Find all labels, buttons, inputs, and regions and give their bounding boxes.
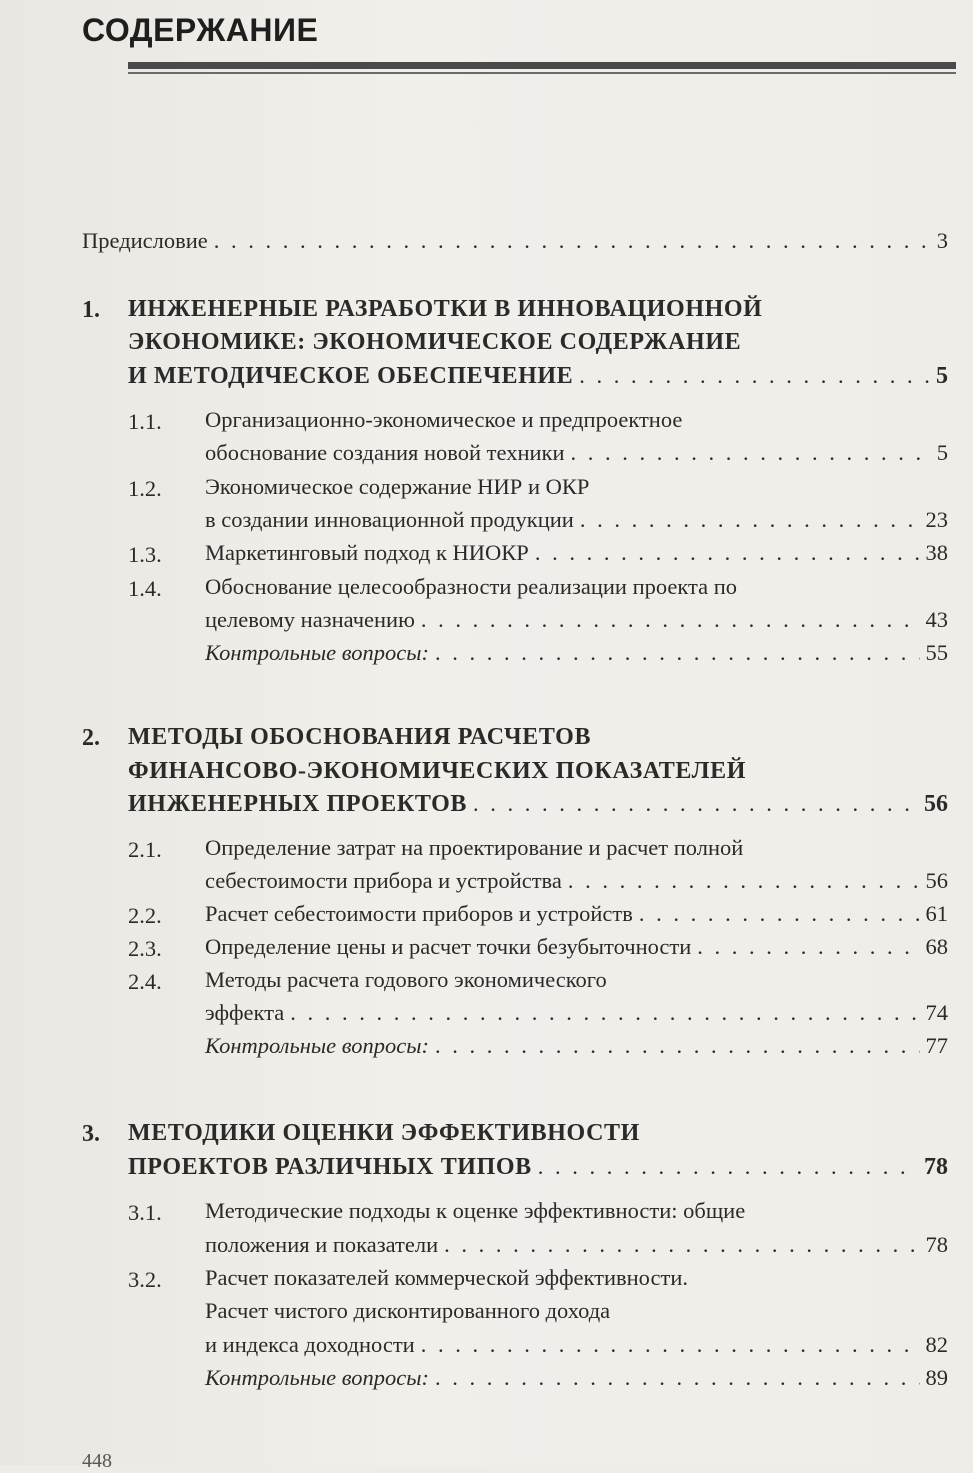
toc-page-number: 3 — [936, 228, 948, 253]
section-title-line: Расчет показателей коммерческой эффективности. — [205, 1265, 688, 1290]
chapter-title-line: ФИНАНСОВО-ЭКОНОМИЧЕСКИХ ПОКАЗАТЕЛЕЙ — [128, 758, 746, 784]
chapter-title-line: ЭКОНОМИКЕ: ЭКОНОМИЧЕСКОЕ СОДЕРЖАНИЕ — [128, 329, 742, 355]
leader-dots — [435, 1035, 920, 1058]
colon: : — [421, 1033, 429, 1058]
chapter-title-line: МЕТОДИКИ ОЦЕНКИ ЭФФЕКТИВНОСТИ — [128, 1120, 640, 1146]
toc-page-number: 82 — [925, 1332, 948, 1357]
toc-questions-entry — [205, 1035, 948, 1058]
section-number: 2.3. — [128, 936, 162, 961]
leader-dots — [697, 936, 919, 959]
leader-dots — [579, 365, 930, 388]
section-title-line: обоснование создания новой техники — [205, 440, 565, 465]
chapter-title-line: И МЕТОДИЧЕСКОЕ ОБЕСПЕЧЕНИЕ — [128, 363, 574, 389]
section-title-line: в создании инновационной продукции — [205, 507, 574, 532]
section-title-line: целевому назначению — [205, 607, 415, 632]
leader-dots — [580, 509, 920, 532]
leader-dots — [290, 1002, 919, 1025]
toc-page-number: 55 — [925, 640, 948, 665]
chapter-title-line: ИНЖЕНЕРНЫХ ПРОЕКТОВ — [128, 791, 468, 817]
section-title-line: Определение цены и расчет точки безубыточности — [205, 934, 692, 959]
section-title-line: эффекта — [205, 1000, 285, 1025]
leader-dots — [571, 442, 931, 465]
toc-section-entry — [205, 542, 948, 565]
toc-page-number: 89 — [925, 1365, 948, 1390]
section-number: 1.4. — [128, 576, 162, 601]
section-title-line: Расчет чистого дисконтированного дохода — [205, 1298, 611, 1323]
toc-page-number: 56 — [924, 791, 948, 817]
toc-page-number: 78 — [924, 1154, 948, 1180]
chapter-number: 2. — [82, 725, 100, 751]
toc-section-entry — [205, 936, 948, 959]
colon: : — [421, 1365, 429, 1390]
toc-questions-entry — [205, 1367, 948, 1390]
toc-section-entry — [205, 609, 948, 632]
leader-dots — [538, 1156, 918, 1179]
header-rule — [128, 62, 956, 69]
leader-dots — [473, 793, 918, 816]
toc-section-entry — [205, 1334, 948, 1357]
section-title-line: положения и показатели — [205, 1232, 439, 1257]
page-number-footer: 448 — [82, 1450, 112, 1472]
colon: : — [421, 640, 429, 665]
toc-page-number: 38 — [925, 540, 948, 565]
leader-dots — [435, 1367, 920, 1390]
chapter-title-line: МЕТОДЫ ОБОСНОВАНИЯ РАСЧЕТОВ — [128, 724, 592, 750]
section-number: 1.1. — [128, 409, 162, 434]
section-title-line: себестоимости прибора и устройства — [205, 868, 562, 893]
leader-dots — [568, 870, 920, 893]
toc-entry-title: Предисловие — [82, 228, 208, 253]
section-number: 2.4. — [128, 969, 162, 994]
section-number: 3.2. — [128, 1267, 162, 1292]
section-title-line: и индекса доходности — [205, 1332, 415, 1357]
page-title: СОДЕРЖАНИЕ — [82, 12, 319, 48]
section-title-line: Методические подходы к оценке эффективности: общие — [205, 1198, 746, 1223]
toc-section-entry — [205, 442, 948, 465]
chapter-title-line: ПРОЕКТОВ РАЗЛИЧНЫХ ТИПОВ — [128, 1154, 532, 1180]
toc-questions-entry — [205, 642, 948, 665]
chapter-title-last-line — [128, 364, 948, 388]
leader-dots — [444, 1234, 919, 1257]
leader-dots — [535, 542, 920, 565]
toc-section-entry — [205, 1234, 948, 1257]
toc-page-number: 78 — [925, 1232, 948, 1257]
toc-page-number: 5 — [936, 363, 948, 389]
header-rule-thin — [128, 72, 956, 74]
leader-dots — [639, 903, 920, 926]
section-title-line: Организационно-экономическое и предпроектное — [205, 407, 683, 432]
questions-label: Контрольные вопросы — [205, 1365, 422, 1390]
toc-section-entry — [205, 1002, 948, 1025]
toc-page-number: 77 — [925, 1033, 948, 1058]
section-number: 1.3. — [128, 542, 162, 567]
section-number: 2.1. — [128, 837, 162, 862]
chapter-title-line: ИНЖЕНЕРНЫЕ РАЗРАБОТКИ В ИННОВАЦИОННОЙ — [128, 296, 763, 322]
section-number: 2.2. — [128, 903, 162, 928]
toc-preface — [82, 230, 948, 253]
toc-page-number: 56 — [925, 868, 948, 893]
section-number: 3.1. — [128, 1200, 162, 1225]
chapter-title-last-line — [128, 1155, 948, 1179]
section-title-line: Экономическое содержание НИР и ОКР — [205, 474, 590, 499]
leader-dots — [421, 1334, 920, 1357]
questions-label: Контрольные вопросы — [205, 1033, 422, 1058]
toc-page-number: 68 — [925, 934, 948, 959]
toc-page-number: 61 — [925, 901, 948, 926]
section-title-line: Маркетинговый подход к НИОКР — [205, 540, 529, 565]
toc-section-entry — [205, 903, 948, 926]
toc-page-number: 23 — [925, 507, 948, 532]
leader-dots — [435, 642, 920, 665]
chapter-number: 3. — [82, 1121, 100, 1147]
section-title-line: Расчет себестоимости приборов и устройств — [205, 901, 633, 926]
section-title-line: Методы расчета годового экономического — [205, 967, 607, 992]
section-title-line: Определение затрат на проектирование и расчет полной — [205, 835, 744, 860]
section-number: 1.2. — [128, 476, 162, 501]
leader-dots — [421, 609, 920, 632]
toc-page-number: 5 — [936, 440, 948, 465]
questions-label: Контрольные вопросы — [205, 640, 422, 665]
toc-section-entry — [205, 509, 948, 532]
leader-dots — [214, 230, 931, 253]
toc-page-number: 43 — [925, 607, 948, 632]
chapter-number: 1. — [82, 297, 100, 323]
toc-page-number: 74 — [925, 1000, 948, 1025]
chapter-title-last-line — [128, 792, 948, 816]
section-title-line: Обоснование целесообразности реализации проекта по — [205, 574, 738, 599]
toc-section-entry — [205, 870, 948, 893]
